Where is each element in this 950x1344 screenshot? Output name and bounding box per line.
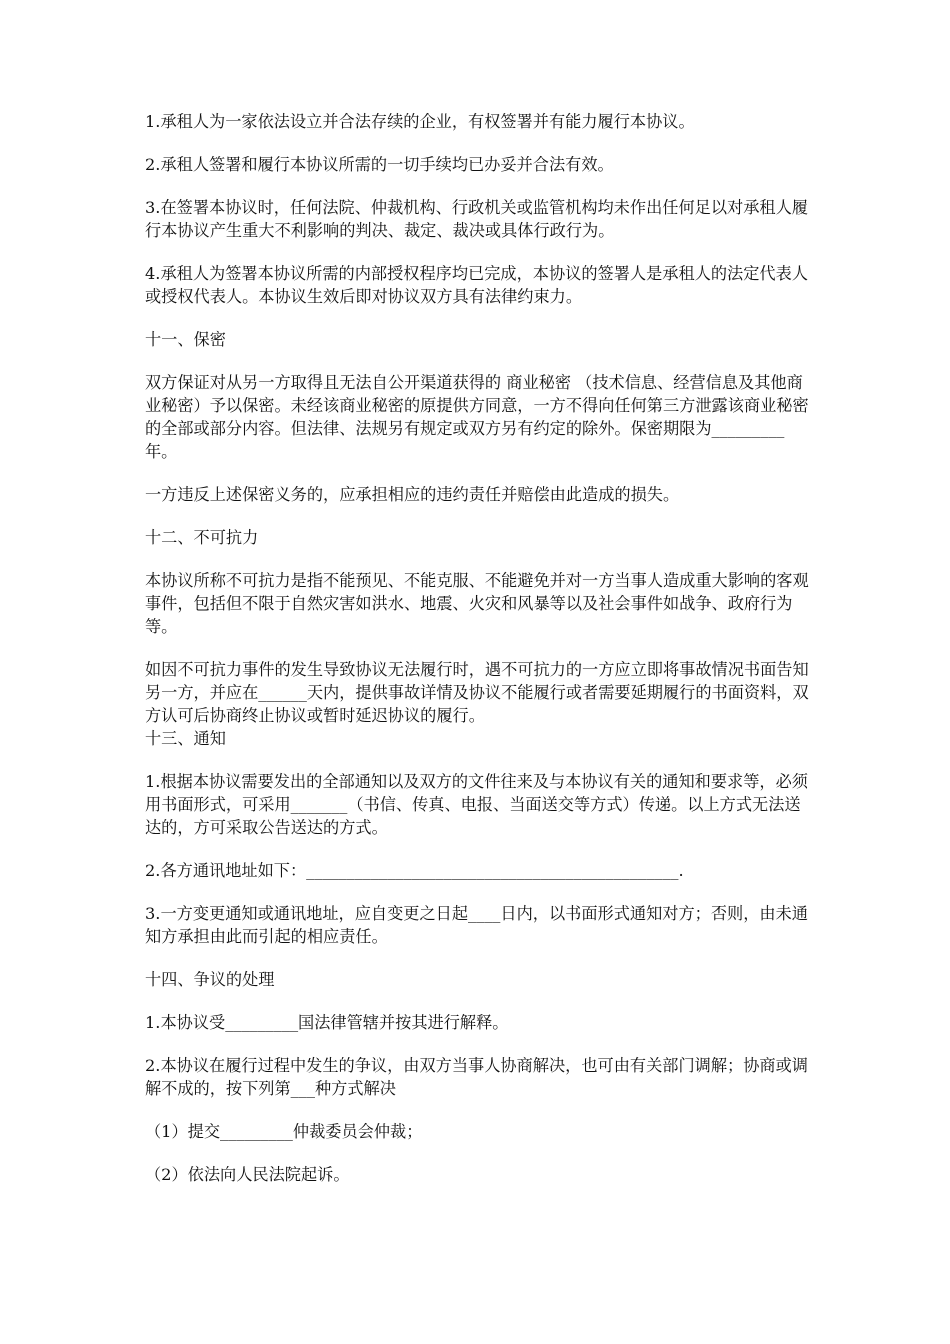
clause-10-1: 1.承租人为一家依法设立并合法存续的企业，有权签署并有能力履行本协议。	[145, 112, 695, 131]
clause-10-4: 4.承租人为签署本协议所需的内部授权程序均已完成，本协议的签署人是承租人的法定代表人或授权代表人。本协议生效后即对协议双方具有法律约束力。	[145, 264, 808, 306]
dispute-option-2: （2）依法向人民法院起诉。	[145, 1165, 350, 1184]
clause-10-3: 3.在签署本协议时，任何法院、仲裁机构、行政机关或监管机构均未作出任何足以对承租人履行本协议产生重大不利影响的判决、裁定、裁决或具体行政行为。	[145, 198, 808, 240]
confidentiality-paragraph-2: 一方违反上述保密义务的，应承担相应的违约责任并赔偿由此造成的损失。	[145, 485, 680, 504]
confidentiality-paragraph-1: 双方保证对从另一方取得且无法自公开渠道获得的 商业秘密 （技术信息、经营信息及其他商业秘密）予以保密。未经该商业秘密的原提供方同意，一方不得向任何第三方泄露该商业秘密的全部或部分内容。但法律、法规另有规定或双方另有约定的除外。保密期限为_________年。	[145, 373, 809, 461]
notice-clause-2: 2.各方通讯地址如下：______________________________________________.	[145, 861, 684, 880]
section-heading-confidentiality: 十一、保密	[145, 330, 226, 349]
force-majeure-paragraph-2: 如因不可抗力事件的发生导致协议无法履行时，遇不可抗力的一方应立即将事故情况书面告知另一方，并应在______天内，提供事故详情及协议不能履行或者需要延期履行的书面资料，双方认可后协商终止协议或暂时延迟协议的履行。	[145, 660, 809, 725]
dispute-option-1: （1）提交_________仲裁委员会仲裁；	[145, 1122, 423, 1141]
notice-clause-3: 3.一方变更通知或通讯地址，应自变更之日起____日内，以书面形式通知对方；否则，由未通知方承担由此而引起的相应责任。	[145, 904, 808, 946]
section-heading-disputes: 十四、争议的处理	[145, 970, 275, 989]
notice-clause-1: 1.根据本协议需要发出的全部通知以及双方的文件往来及与本协议有关的通知和要求等，必须用书面形式，可采用_______（书信、传真、电报、当面送交等方式）传递。以上方式无法送达的，方可采取公告送达的方式。	[145, 772, 808, 837]
dispute-clause-1: 1.本协议受_________国法律管辖并按其进行解释。	[145, 1013, 509, 1032]
section-heading-force-majeure: 十二、不可抗力	[145, 528, 259, 547]
dispute-clause-2: 2.本协议在履行过程中发生的争议，由双方当事人协商解决，也可由有关部门调解；协商或调解不成的，按下列第___种方式解决	[145, 1056, 808, 1098]
force-majeure-paragraph-1: 本协议所称不可抗力是指不能预见、不能克服、不能避免并对一方当事人造成重大影响的客观事件，包括但不限于自然灾害如洪水、地震、火灾和风暴等以及社会事件如战争、政府行为等。	[145, 571, 809, 636]
clause-10-2: 2.承租人签署和履行本协议所需的一切手续均已办妥并合法有效。	[145, 155, 614, 174]
section-heading-notice: 十三、通知	[145, 729, 226, 748]
document-page	[145, 110, 810, 1206]
